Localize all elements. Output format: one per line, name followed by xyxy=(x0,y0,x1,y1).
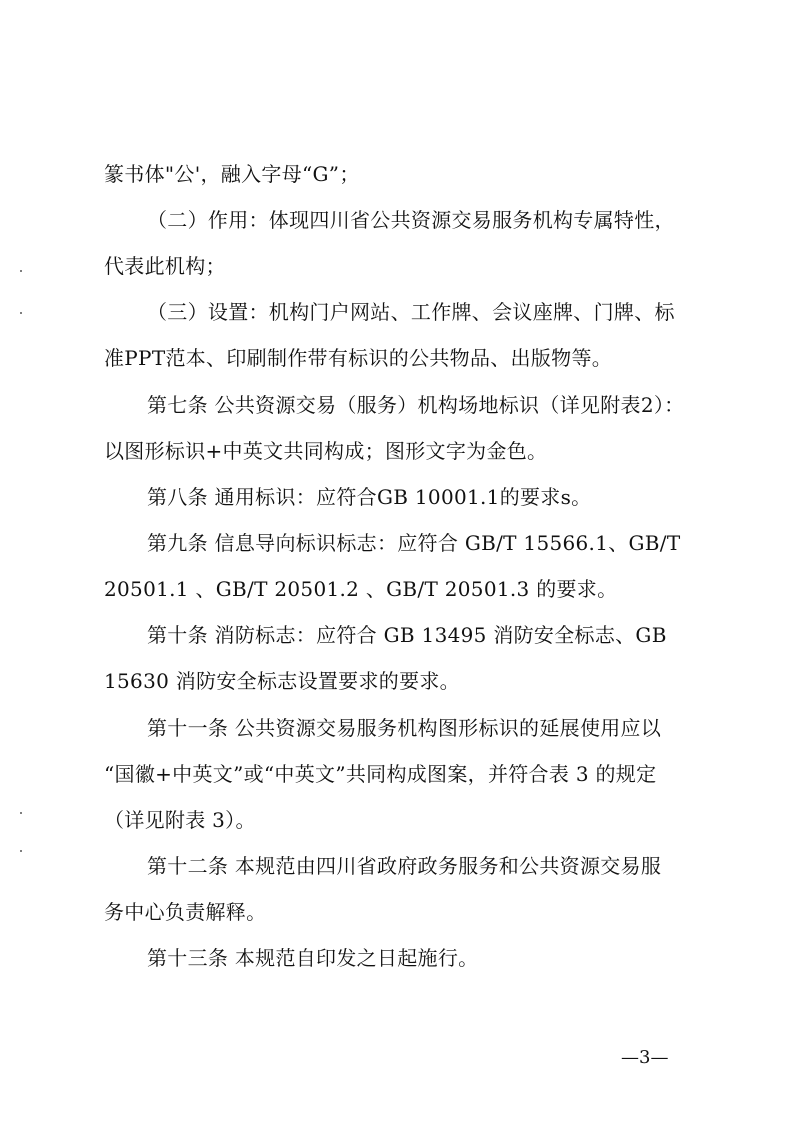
text-line: 15630 消防安全标志设置要求的要求。 xyxy=(104,669,460,693)
text-line: 第七条 公共资源交易（服务）机构场地标识（详见附表2）： xyxy=(147,393,685,417)
text-line: 篆书体"公'，融入字母“G”； xyxy=(104,162,360,186)
text-line: 第十一条 公共资源交易服务机构图形标识的延展使用应以 xyxy=(147,716,662,740)
text-line: 20501.1 、GB/T 20501.2 、GB/T 20501.3 的要求。 xyxy=(104,577,618,601)
text-line: “国徽+中英文”或“中英文”共同构成图案，并符合表 3 的规定 xyxy=(104,762,657,786)
text-line: 以图形标识+中英文共同构成；图形文字为金色。 xyxy=(104,439,548,463)
text-line: 准PPT范本、印刷制作带有标识的公共物品、出版物等。 xyxy=(104,346,613,370)
scan-mark xyxy=(20,812,22,814)
text-line: （详见附表 3）。 xyxy=(104,808,256,832)
text-line: 第八条 通用标识：应符合GB 10001.1的要求s。 xyxy=(147,485,592,509)
text-line: 务中心负责解释。 xyxy=(104,900,267,924)
text-line: （二）作用：体现四川省公共资源交易服务机构专属特性， xyxy=(147,208,675,232)
text-line: （三）设置：机构门户网站、工作牌、会议座牌、门牌、标 xyxy=(147,300,675,324)
text-line: 第十条 消防标志：应符合 GB 13495 消防安全标志、GB xyxy=(147,623,667,647)
scan-mark xyxy=(20,850,22,852)
page-number: —3— xyxy=(621,1047,669,1068)
scan-mark xyxy=(20,312,22,314)
text-line: 第十三条 本规范自印发之日起施行。 xyxy=(147,946,479,970)
text-line: 第十二条 本规范由四川省政府政务服务和公共资源交易服 xyxy=(147,854,662,878)
text-line: 第九条 信息导向标识标志：应符合 GB/T 15566.1、GB/T xyxy=(147,531,681,555)
scan-mark xyxy=(20,270,22,272)
text-line: 代表此机构； xyxy=(104,254,226,278)
